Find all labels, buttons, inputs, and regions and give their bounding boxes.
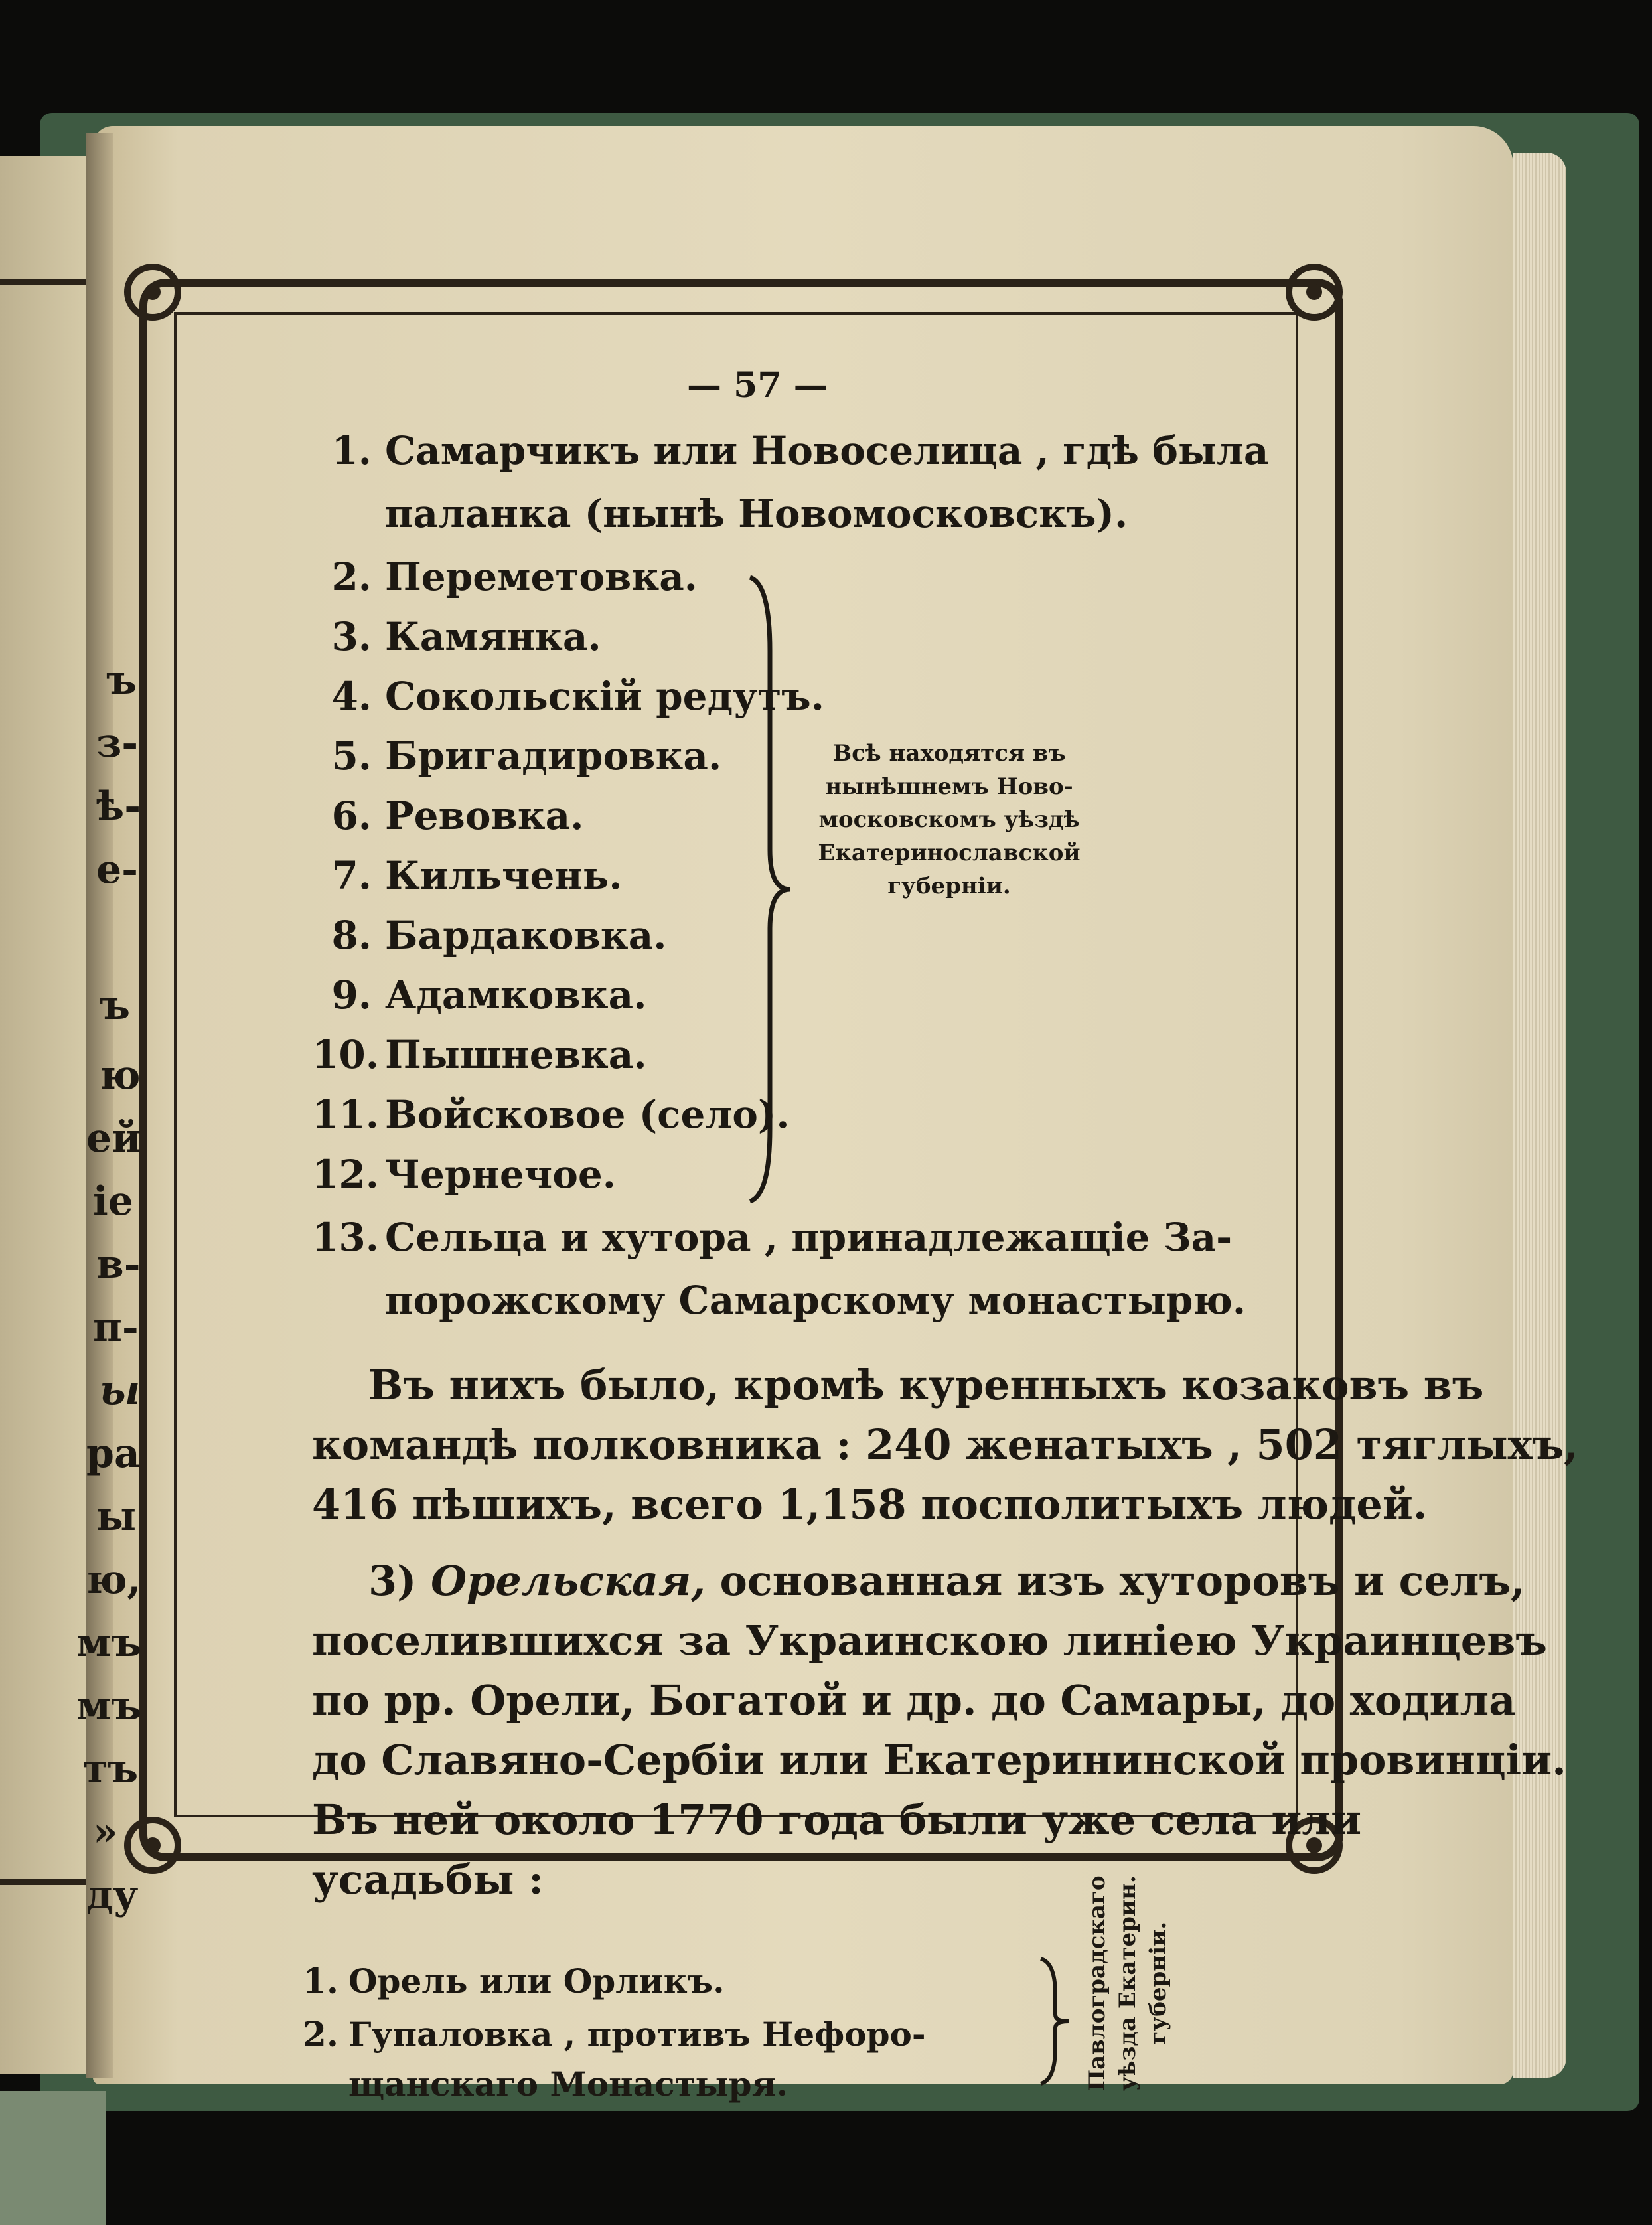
curly-bracket-icon: [743, 571, 796, 1208]
left-fragment: ѣ-: [96, 783, 141, 830]
list-number: 1.: [302, 1961, 338, 2002]
paragraph-line: командѣ полковника : 240 женатыхъ , 502 тяглыхъ,: [312, 1420, 1578, 1469]
left-fragment: тъ: [83, 1746, 139, 1792]
list-item: Адамковка.: [385, 972, 647, 1018]
corner-ornament-icon: [113, 252, 192, 332]
list-number: 7.: [331, 853, 372, 898]
left-fragment: е-: [96, 846, 139, 893]
page-edges: [1513, 153, 1566, 2078]
paragraph-line: Въ ней около 1770 года были уже села или: [312, 1796, 1362, 1844]
left-fragment: ю: [100, 1052, 141, 1099]
paragraph-line: [368, 1557, 1525, 1605]
left-fragment: п-: [93, 1304, 139, 1351]
list-item: Сельца и хутора , принадлежащіе За-: [385, 1215, 1233, 1260]
list-number: 6.: [331, 793, 372, 838]
corner-ornament-icon: [1274, 252, 1354, 332]
list-number: 8.: [331, 913, 372, 958]
left-fragment: ы: [96, 1494, 137, 1540]
list-item: Пышневка.: [385, 1032, 647, 1077]
sidenote: [796, 737, 1102, 903]
left-fragment: іе: [93, 1178, 133, 1225]
left-fragment: ду: [86, 1872, 139, 1918]
page-number: — 57 —: [687, 365, 828, 406]
paragraph-text: основанная изъ хуторовъ и селъ,: [705, 1557, 1525, 1605]
list-item: Сокольскій редутъ.: [385, 674, 824, 719]
left-fragment: мъ: [76, 1620, 142, 1666]
sidenote-line: Павлоградскаго: [1084, 1875, 1110, 2091]
list-item: паланка (нынѣ Новомосковскъ).: [385, 491, 1128, 536]
list-item: Камянка.: [385, 614, 601, 659]
list-item: Войсковое (село).: [385, 1092, 790, 1137]
list-number: 4.: [331, 674, 372, 719]
paragraph-line: до Славяно-Сербіи или Екатерининской провинціи.: [312, 1736, 1566, 1784]
paragraph-line: 416 пѣшихъ, всего 1,158 посполитыхъ людей.: [312, 1480, 1428, 1529]
left-fragment: мъ: [76, 1683, 142, 1729]
list-number: 12.: [312, 1152, 379, 1197]
sidenote-line: Всѣ находятся въ: [832, 740, 1066, 767]
list-number: 5.: [331, 733, 372, 779]
left-fragment: »: [93, 1809, 118, 1855]
list-number: 9.: [331, 972, 372, 1018]
sidenote-line: Екатеринославской: [818, 840, 1081, 866]
list-number: 10.: [312, 1032, 379, 1077]
sidenote-line: губерніи.: [887, 873, 1011, 899]
list-item: Самарчикъ или Новоселица , гдѣ была: [385, 428, 1269, 473]
curly-bracket-icon: [1035, 1955, 1075, 2088]
list-item: Бардаковка.: [385, 913, 667, 958]
sidenote-line: московскомъ уѣздѣ: [818, 806, 1080, 833]
left-fragment: ра: [86, 1430, 140, 1477]
list-item: Ревовка.: [385, 793, 584, 838]
paragraph-line: усадьбы :: [312, 1855, 544, 1904]
list-number: 2.: [331, 554, 372, 599]
paragraph-italic: Орельская,: [431, 1557, 706, 1605]
list-item: Гупаловка , противъ Нефоро-: [348, 2015, 926, 2054]
paragraph-lead: 3): [368, 1557, 431, 1605]
list-number: 13.: [312, 1215, 379, 1260]
list-number: 11.: [312, 1092, 379, 1137]
left-fragment: ы: [100, 1367, 141, 1414]
list-item: порожскому Самарскому монастырю.: [385, 1278, 1246, 1323]
left-fragment: ъ: [100, 982, 131, 1029]
left-fragment: ю,: [86, 1557, 141, 1603]
paragraph-line: Въ нихъ было, кромѣ куренныхъ козаковъ въ: [368, 1361, 1484, 1409]
left-fragment: з-: [96, 720, 139, 767]
left-fragment: ъ: [106, 657, 137, 704]
cloth-strip: [0, 2091, 106, 2225]
list-item: Орель или Орликъ.: [348, 1961, 725, 2001]
list-item: Бригадировка.: [385, 733, 722, 779]
list-number: 2.: [302, 2015, 338, 2055]
list-number: 3.: [331, 614, 372, 659]
left-fragment: в-: [96, 1241, 141, 1288]
list-item: Чернечое.: [385, 1152, 616, 1197]
paragraph-line: по рр. Орели, Богатой и др. до Самары, до ходила: [312, 1676, 1516, 1725]
sidenote-line: уѣзда Екатерин.: [1114, 1875, 1141, 2091]
list-item: щанскаго Монастыря.: [348, 2064, 788, 2104]
list-number: 1.: [331, 428, 372, 473]
list-item: Кильчень.: [385, 853, 623, 898]
paragraph-line: поселившихся за Украинскою линіею Украинцевъ: [312, 1616, 1547, 1665]
vertical-sidenote: [1082, 1875, 1173, 2091]
left-fragment: ей: [86, 1115, 141, 1162]
list-item: Переметовка.: [385, 554, 698, 599]
sidenote-line: губерніи.: [1145, 1921, 1171, 2045]
sidenote-line: нынѣшнемъ Ново-: [825, 773, 1073, 800]
